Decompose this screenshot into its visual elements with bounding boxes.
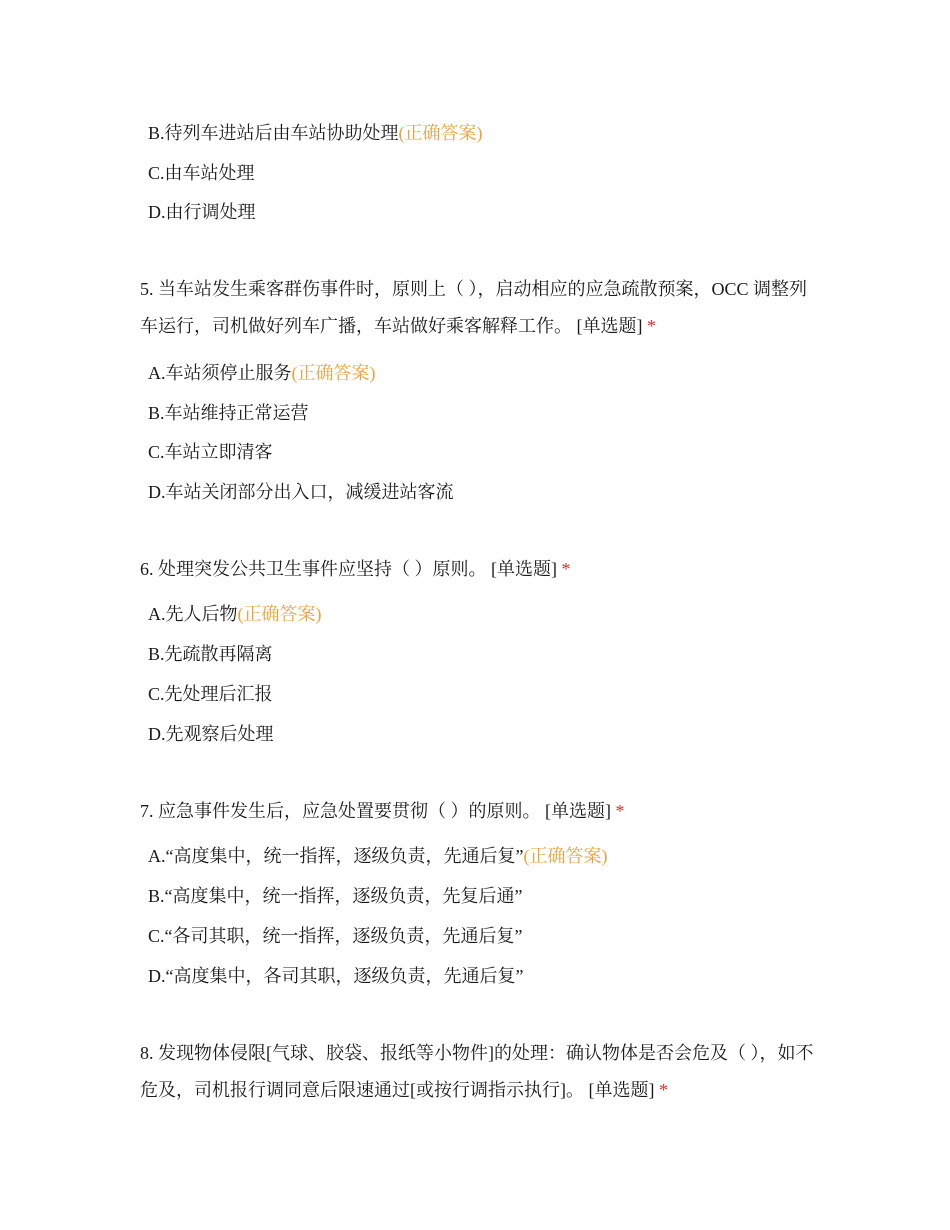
option-label: B.待列车进站后由车站协助处理 [148,123,399,143]
correct-answer-tag: (正确答案) [523,846,608,866]
q6-option-a [148,602,322,626]
option-label: D.车站关闭部分出入口，减缓进站客流 [148,482,454,502]
option-label: B.车站维持正常运营 [148,403,309,423]
q4-option-b [148,121,483,145]
option-label: C.车站立即清客 [148,442,273,462]
required-mark: * [647,316,656,336]
option-label: C.“各司其职，统一指挥，逐级负责，先通后复” [148,926,523,946]
option-label: D.由行调处理 [148,202,256,222]
correct-answer-tag: (正确答案) [237,604,322,624]
option-label: D.“高度集中，各司其职，逐级负责，先通后复” [148,966,524,986]
correct-answer-tag: (正确答案) [398,123,483,143]
required-mark: * [615,801,625,821]
required-mark: * [658,1080,668,1100]
q7-option-a [148,844,607,868]
q7-option-d [148,964,523,988]
q5-option-d [148,480,454,504]
question-text: 5. 当车站发生乘客群伤事件时，原则上（ ），启动相应的应急疏散预案，OCC 调整列车运行，司机做好列车广播，车站做好乘客解释工作。 [单选题] [140,279,808,336]
q6-option-c [148,682,273,706]
question-6 [140,551,820,588]
option-label: B.“高度集中，统一指挥，逐级负责，先复后通” [148,886,523,906]
q5-option-c [148,440,273,464]
q7-option-c [148,924,522,948]
q7-option-b [148,884,522,908]
q4-option-d [148,200,256,224]
q6-option-b [148,642,273,666]
q5-option-a [148,361,376,385]
q4-option-c [148,161,255,185]
question-text: 7. 应急事件发生后，应急处置要贯彻（ ）的原则。 [单选题] [140,801,611,821]
option-label: D.先观察后处理 [148,724,274,744]
option-label: C.先处理后汇报 [148,684,273,704]
correct-answer-tag: (正确答案) [291,363,376,383]
question-text: 6. 处理突发公共卫生事件应坚持（ ）原则。 [单选题] [140,559,557,579]
question-8 [140,1035,820,1109]
option-label: A.先人后物 [148,604,238,624]
option-label: B.先疏散再隔离 [148,644,273,664]
question-text: 8. 发现物体侵限[气球、胶袋、报纸等小物件]的处理：确认物体是否会危及（ ），如不危及，司机报行调同意后限速通过[或按行调指示执行]。 [单选题] [140,1043,814,1100]
q6-option-d [148,722,274,746]
question-7 [140,793,820,830]
option-label: C.由车站处理 [148,163,255,183]
option-label: A.“高度集中，统一指挥，逐级负责，先通后复” [148,846,524,866]
required-mark: * [561,559,571,579]
question-5 [140,271,820,345]
q5-option-b [148,401,309,425]
option-label: A.车站须停止服务 [148,363,292,383]
